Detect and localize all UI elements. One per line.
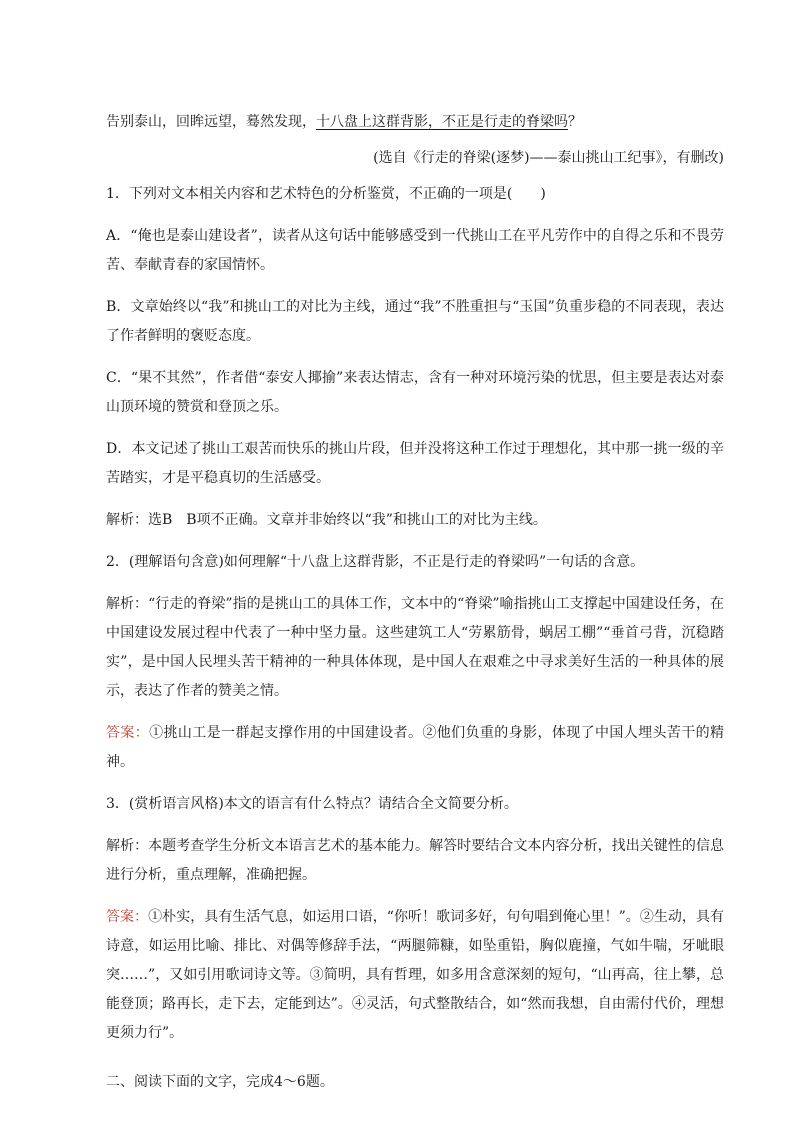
underlined-sentence: 十八盘上这群背影，不正是行走的脊梁吗 — [316, 114, 568, 130]
section-2-heading: 二、阅读下面的文字，完成4～6题。 — [106, 1074, 334, 1090]
passage-source: (选自《行走的脊梁(逐梦)——泰山挑山工纪事》，有删改) — [373, 150, 724, 166]
closing-punct: ？ — [568, 114, 582, 130]
question-1-option-c: C．“果不其然”，作者借“泰安人揶揄”来表达情志，含有一种对环境污染的忧思，但主要是表达对泰山顶环境的赞赏和登顶之乐。 — [106, 370, 724, 415]
question-3-stem: 3．(赏析语言风格)本文的语言有什么特点？请结合全文简要分析。 — [106, 796, 518, 812]
answer-text: ①挑山工是一群起支撑作用的中国建设者。②他们负重的身影，体现了中国人埋头苦干的精神。 — [106, 725, 725, 770]
document-page — [106, 108, 724, 1097]
answer-label: 答案： — [106, 725, 150, 741]
question-1-option-d: D．本文记述了挑山工艰苦而快乐的挑山片段，但并没将这种工作过于理想化，其中那一挑一级的辛苦踏实，才是平稳真切的生活感受。 — [106, 441, 724, 486]
closing-text: 告别泰山，回眸远望，蓦然发现， — [106, 114, 316, 130]
question-3-analysis: 解析：本题考查学生分析文本语言艺术的基本能力。解答时要结合文本内容分析，找出关键性的信息进行分析，重点理解，准确把握。 — [106, 838, 724, 883]
question-2-stem: 2．(理解语句含意)如何理解“十八盘上这群背影，不正是行走的脊梁吗”一句话的含意。 — [106, 554, 645, 570]
answer-label: 答案： — [106, 909, 149, 925]
passage-closing-line — [106, 108, 724, 137]
answer-text: ①朴实，具有生活气息，如运用口语，“你听！歌词多好，句句唱到俺心里！”。②生动，具有诗意，如运用比喻、排比、对偶等修辞手法，“两腿筛糠，如坠重铅，胸似鹿撞，气如牛喘，牙呲眼突……”，又如引用歌词诗文等。③简明，具有哲理，如多用含意深刻的短句，“山再高，往上攀，总能登顶；路再长，走下去，定能到达”。④灵活，句式整散结合，如“然而我想，自由需付代价，理想更须力行”。 — [106, 909, 725, 1041]
question-1-option-b: B．文章始终以“我”和挑山工的对比为主线，通过“我”不胜重担与“玉国”负重步稳的不同表现，表达了作者鲜明的褒贬态度。 — [106, 299, 724, 344]
question-1-option-a: A．“俺也是泰山建设者”，读者从这句话中能够感受到一代挑山工在平凡劳作中的自得之乐和不畏劳苦、奉献青春的家国情怀。 — [106, 228, 724, 273]
question-1-stem: 1．下列对文本相关内容和艺术特色的分析鉴赏，不正确的一项是( ) — [106, 186, 546, 202]
question-2-analysis: 解析：“行走的脊梁”指的是挑山工的具体工作，文本中的“脊梁”喻指挑山工支撑起中国建设任务，在中国建设发展过程中代表了一种中坚力量。这些建筑工人“劳累筋骨，蜗居工棚”“垂首弓背，沉稳踏实”，是中国人民埋头苦干精神的一种具体体现，是中国人在艰难之中寻求美好生活的一种具体的展示，表达了作者的赞美之情。 — [106, 596, 724, 699]
question-3-answer — [106, 903, 724, 1048]
question-2-answer — [106, 719, 724, 777]
question-1-analysis: 解析：选B B项不正确。文章并非始终以“我”和挑山工的对比为主线。 — [106, 512, 547, 528]
